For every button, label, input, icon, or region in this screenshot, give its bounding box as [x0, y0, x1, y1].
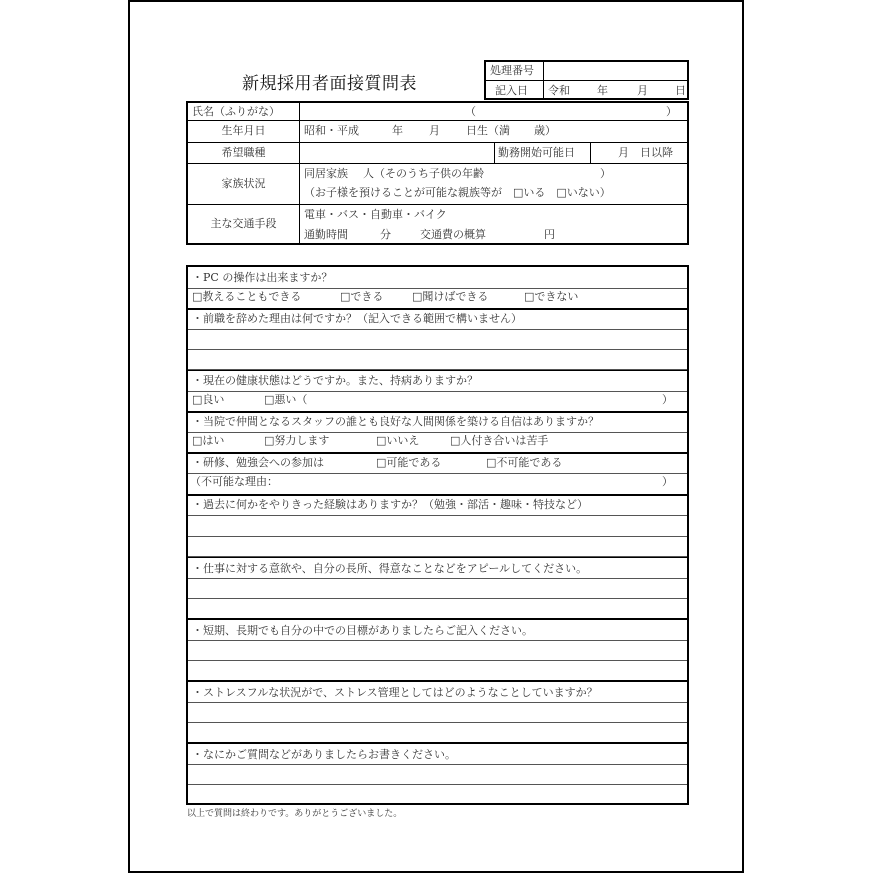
- q1-opt-2[interactable]: □できる: [340, 290, 384, 303]
- family-label: 家族状況: [221, 177, 266, 190]
- transport-cost-unit: 円: [544, 228, 555, 241]
- q8-text: ・短期、長期でも自分の中での目標がありましたらご記入ください。: [192, 624, 533, 637]
- q1-opt-4[interactable]: □できない: [524, 290, 579, 303]
- q3-opt-1[interactable]: □良い: [192, 393, 225, 406]
- q5-text: ・研修、勉強会への参加は: [192, 456, 324, 469]
- processing-number-label: 処理番号: [490, 64, 534, 77]
- family-line1-a: 同居家族: [304, 167, 348, 180]
- job-label: 希望職種: [221, 146, 266, 159]
- q1-opt-3[interactable]: □聞けばできる: [412, 290, 489, 303]
- birth-year-unit: 年: [392, 124, 403, 137]
- entry-date-label: 記入日: [495, 84, 528, 97]
- q5-opt-2[interactable]: □不可能である: [486, 456, 563, 469]
- q5-close: ）: [662, 475, 673, 488]
- birth-era: 昭和・平成: [304, 124, 359, 137]
- q4-text: ・当院で仲間となるスタッフの誰とも良好な人間関係を築ける自信はありますか？: [192, 415, 599, 428]
- q3-opt-2[interactable]: □悪い（: [264, 393, 308, 406]
- start-day-unit: 日以降: [640, 146, 673, 159]
- transport-cost-label: 交通費の概算: [420, 228, 486, 241]
- q2-text: ・前職を辞めた理由は何ですか？（記入できる範囲で構いません）: [192, 312, 522, 325]
- q5-opt-1[interactable]: □可能である: [376, 456, 442, 469]
- family-line1-c: ）: [600, 167, 611, 180]
- q1-opt-1[interactable]: □教えることもできる: [192, 290, 302, 303]
- family-line2: （お子様を預けることが可能な親族等が □いる □いない）: [304, 186, 611, 199]
- entry-date-day-unit: 日: [675, 84, 686, 97]
- start-date-label: 勤務開始可能日: [498, 146, 575, 159]
- q4-opt-4[interactable]: □人付き合いは苦手: [450, 434, 549, 447]
- q3-close: ）: [662, 393, 673, 406]
- q10-text: ・なにかご質問などがありましたらお書きください。: [192, 748, 456, 761]
- birth-age-close: 歳）: [534, 124, 556, 137]
- transport-time-label: 通勤時間: [304, 228, 348, 241]
- q3-text: ・現在の健康状態はどうですか。また、持病ありますか？: [192, 374, 478, 387]
- questions-table: [186, 265, 689, 805]
- name-label: 氏名（ふりがな）: [192, 105, 280, 118]
- q1-text: ・PC の操作は出来ますか？: [192, 271, 333, 284]
- q7-text: ・仕事に対する意欲や、自分の長所、得意なことなどをアピールしてください。: [192, 562, 588, 575]
- q5-reason-label: （不可能な理由：: [190, 475, 278, 488]
- q4-opt-2[interactable]: □努力します: [264, 434, 330, 447]
- applicant-info-table: [186, 101, 689, 245]
- closing-message: 以上で質問は終わりです。ありがとうございました。: [187, 809, 403, 819]
- q4-opt-3[interactable]: □いいえ: [376, 434, 420, 447]
- birth-day-age: 日生（満: [466, 124, 510, 137]
- transport-label: 主な交通手段: [210, 217, 277, 230]
- transport-line1: 電車・バス・自動車・バイク: [304, 208, 447, 221]
- entry-date-era: 令和: [548, 84, 570, 97]
- q9-text: ・ストレスフルな状況がで、ストレス管理としてはどのようなことしていますか？: [192, 686, 598, 699]
- birth-label: 生年月日: [221, 124, 266, 137]
- transport-time-unit: 分: [380, 228, 391, 241]
- processing-box: [484, 60, 689, 100]
- furigana-open: （: [465, 105, 476, 118]
- entry-date-year-unit: 年: [597, 84, 608, 97]
- furigana-close: ）: [666, 105, 677, 118]
- form-title: 新規採用者面接質問表: [242, 74, 417, 94]
- birth-month-unit: 月: [429, 124, 440, 137]
- q6-text: ・過去に何かをやりきった経験はありますか？（勉強・部活・趣味・特技など）: [192, 498, 588, 511]
- start-month-unit: 月: [618, 146, 629, 159]
- family-line1-b: 人（そのうち子供の年齢: [363, 167, 484, 180]
- entry-date-month-unit: 月: [637, 84, 648, 97]
- q4-opt-1[interactable]: □はい: [192, 434, 225, 447]
